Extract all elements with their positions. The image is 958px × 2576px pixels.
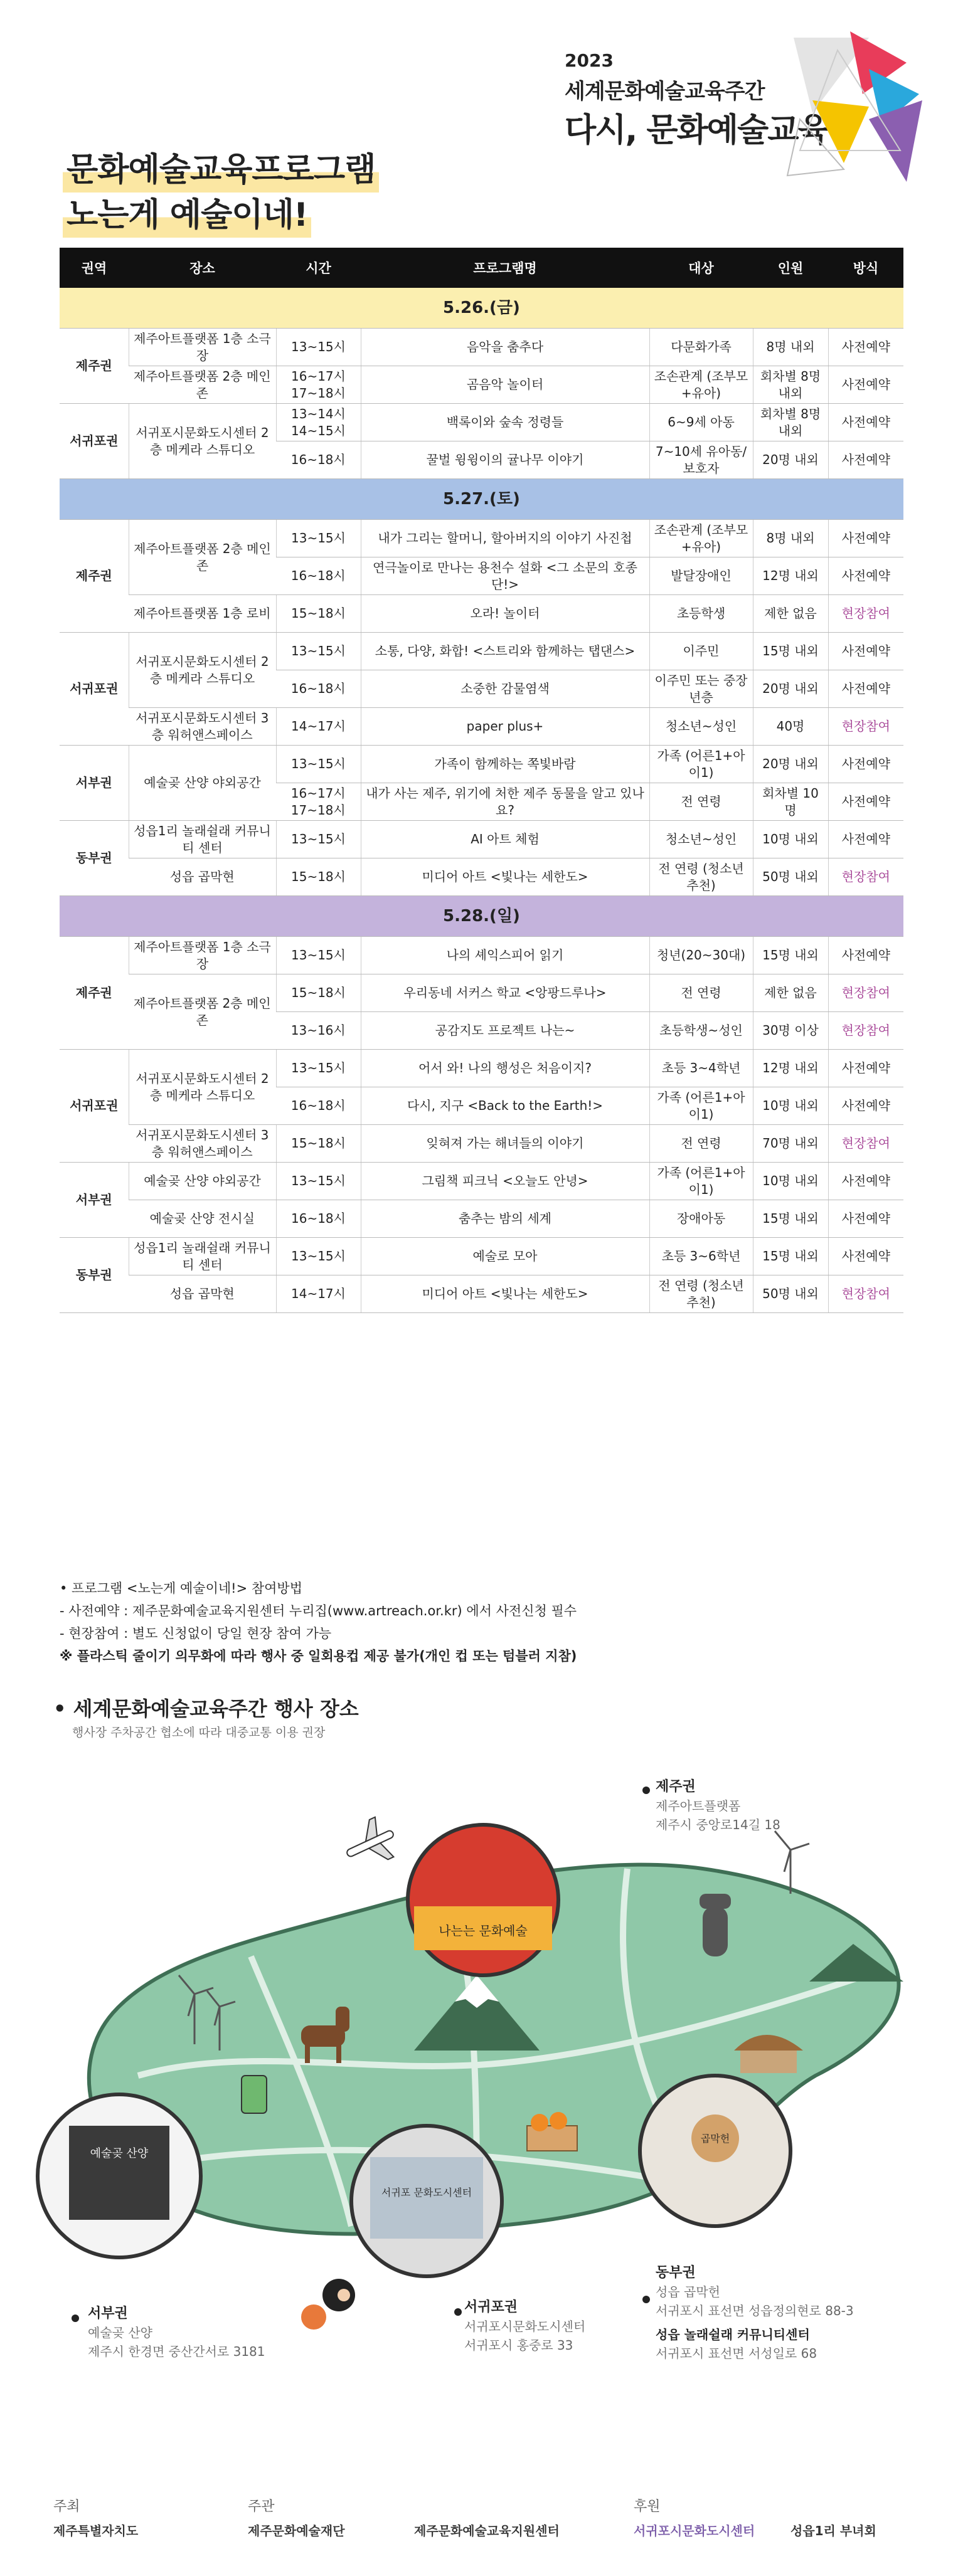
method-cell: 사전예약 [828,557,903,595]
capacity-cell: 15명 내외 [753,1238,828,1275]
host-label: 주최 [53,2499,80,2515]
location-region: 제주권 [656,1779,696,1795]
target-cell: 발달장애인 [649,557,753,595]
target-cell: 이주민 또는 중장년층 [649,670,753,708]
program-cell: AI 아트 체험 [361,821,649,858]
capacity-cell: 10명 내외 [753,821,828,858]
location-name: 예술곶 산양 [88,2325,152,2340]
time-cell: 16~18시 [276,441,361,479]
venue-cell: 제주아트플랫폼 2층 메인존 [129,520,276,595]
event-slogan: 다시, 문화예술교육 [565,112,828,149]
region-cell: 동부권 [60,1238,129,1313]
table-row [60,821,903,858]
header-cell: 프로그램명 [361,248,649,288]
program-cell: 오라! 놀이터 [361,595,649,633]
method-cell: 현장참여 [828,595,903,633]
region-cell: 동부권 [60,821,129,896]
program-cell: 미디어 아트 <빛나는 세한도> [361,858,649,896]
table-row [60,858,903,896]
time-cell: 15~18시 [276,974,361,1012]
header-cell: 인원 [753,248,828,288]
capacity-cell: 회차별 10명 [753,783,828,821]
venue-cell: 서귀포시문화도시센터 2층 메케라 스튜디오 [129,404,276,479]
method-cell: 사전예약 [828,1163,903,1200]
method-cell: 사전예약 [828,329,903,366]
method-cell: 사전예약 [828,1238,903,1275]
target-cell: 초등학생~성인 [649,1012,753,1050]
capacity-cell: 15명 내외 [753,937,828,974]
venue-cell: 서귀포시문화도시센터 2층 메케라 스튜디오 [129,1050,276,1125]
method-cell: 사전예약 [828,366,903,404]
venue-sign-jeju: 나는는 문화예술 [439,1923,528,1938]
target-cell: 청소년~성인 [649,708,753,746]
region-cell: 제주권 [60,329,129,404]
venue-sign-seogwipo: 서귀포 문화도시센터 [381,2187,472,2199]
table-row [60,746,903,783]
sponsor-label: 후원 [634,2499,661,2515]
capacity-cell: 20명 내외 [753,441,828,479]
venue-cell: 서귀포시문화도시센터 3층 워허앤스페이스 [129,708,276,746]
time-cell: 13~15시 [276,329,361,366]
program-cell: 내가 그리는 할머니, 할아버지의 이야기 사진첩 [361,520,649,557]
program-cell: 그림책 피크닉 <오늘도 안녕> [361,1163,649,1200]
location-address: 서귀포시 홍중로 33 [464,2338,573,2353]
time-cell: 13~15시 [276,633,361,670]
sponsor-logo-2: 성읍1리 부녀회 [790,2523,876,2538]
method-cell: 사전예약 [828,670,903,708]
time-cell: 16~18시 [276,1200,361,1238]
table-row [60,937,903,974]
venues-title: • 세계문화예술교육주간 행사 장소 [53,1697,359,1721]
method-cell: 사전예약 [828,821,903,858]
venue-cell: 제주아트플랫폼 1층 로비 [129,595,276,633]
venue-cell: 성읍 곱막현 [129,858,276,896]
capacity-cell: 8명 내외 [753,329,828,366]
method-cell: 현장참여 [828,1012,903,1050]
table-row [60,595,903,633]
region-cell: 제주권 [60,937,129,1050]
region-cell: 서귀포권 [60,404,129,479]
capacity-cell: 40명 [753,708,828,746]
haenyeo-icon [301,2279,355,2330]
capacity-cell: 20명 내외 [753,670,828,708]
footer [0,2483,958,2576]
time-cell: 13~15시 [276,937,361,974]
venue-cell: 예술곶 산양 야외공간 [129,1163,276,1200]
program-cell: 내가 사는 제주, 위기에 처한 제주 동물을 알고 있나요? [361,783,649,821]
capacity-cell: 회차별 8명 내외 [753,404,828,441]
program-title-line1: 문화예술교육프로그램 [63,147,379,193]
venue-cell: 제주아트플랫폼 2층 메인존 [129,366,276,404]
capacity-cell: 50명 내외 [753,858,828,896]
method-cell: 사전예약 [828,1200,903,1238]
time-cell: 15~18시 [276,1125,361,1163]
table-row [60,366,903,404]
program-cell: 예술로 모아 [361,1238,649,1275]
day-header-row [60,896,903,937]
organizer-logo-1: 제주문화예술재단 [248,2523,345,2538]
location-jeju [656,1778,780,1834]
location-name: 서귀포시문화도시센터 [464,2319,586,2334]
venue-cell: 제주아트플랫폼 2층 메인존 [129,974,276,1050]
day-label: 5.26.(금) [60,288,903,329]
location-seogwipo [464,2298,585,2355]
method-cell: 현장참여 [828,1275,903,1313]
method-cell: 현장참여 [828,858,903,896]
method-cell: 사전예약 [828,441,903,479]
table-header-row [60,248,903,288]
event-name: 세계문화예술교육주간 [565,79,765,104]
time-cell: 15~18시 [276,595,361,633]
venue-circle-seogwipo [351,2126,502,2276]
program-cell: 공감지도 프로젝트 나는~ [361,1012,649,1050]
venue-cell: 성읍1리 놀래쉴래 커뮤니티 센터 [129,821,276,858]
time-cell: 16~18시 [276,1087,361,1125]
region-cell: 서귀포권 [60,633,129,746]
header [0,0,958,245]
venue-sign-east: 곱막헌 [700,2133,730,2145]
organizer-logo-2: 제주문화예술교육지원센터 [414,2523,560,2538]
location-west [88,2304,265,2361]
program-cell: 가족이 함께하는 쪽빛바람 [361,746,649,783]
region-cell: 서부권 [60,1163,129,1238]
region-cell: 서부권 [60,746,129,821]
venue-cell: 제주아트플랫폼 1층 소극장 [129,937,276,974]
program-cell: 춤추는 밤의 세계 [361,1200,649,1238]
capacity-cell: 30명 이상 [753,1012,828,1050]
venue-cell: 제주아트플랫폼 1층 소극장 [129,329,276,366]
program-cell: 소중한 감물염색 [361,670,649,708]
method-cell: 현장참여 [828,974,903,1012]
time-cell: 14~17시 [276,1275,361,1313]
day-header-row [60,479,903,520]
schedule-body [60,288,903,1313]
target-cell: 전 연령 [649,1125,753,1163]
method-cell: 현장참여 [828,1125,903,1163]
note-line: ※ 플라스틱 줄이기 의무화에 따라 행사 중 일회용컵 제공 불가(개인 컵 또는 텀블러 지참) [60,1649,577,1664]
location-address-2: 서귀포시 표선면 서성일로 68 [656,2346,817,2361]
program-cell: 백록이와 숲속 정령들 [361,404,649,441]
header-cell: 대상 [649,248,753,288]
location-region: 서부권 [88,2306,128,2321]
target-cell: 조손관계 (조부모+유아) [649,520,753,557]
time-cell: 14~17시 [276,708,361,746]
target-cell: 가족 (어른1+아이1) [649,1163,753,1200]
capacity-cell: 제한 없음 [753,595,828,633]
method-cell: 사전예약 [828,746,903,783]
time-cell: 16~18시 [276,557,361,595]
capacity-cell: 15명 내외 [753,633,828,670]
region-cell: 서귀포권 [60,1050,129,1163]
time-cell: 13~15시 [276,520,361,557]
target-cell: 이주민 [649,633,753,670]
program-cell: 곰음악 놀이터 [361,366,649,404]
location-address: 제주시 한경면 중산간서로 3181 [88,2344,265,2359]
venue-circle-west [38,2094,201,2257]
time-cell: 16~17시 17~18시 [276,783,361,821]
location-address: 제주시 중앙로14길 18 [656,1817,780,1832]
table-row [60,1238,903,1275]
host-logo: 제주특별자치도 [53,2523,139,2538]
target-cell: 6~9세 아동 [649,404,753,441]
venue-sign-west: 예술곶 산양 [90,2147,149,2160]
capacity-cell: 20명 내외 [753,746,828,783]
event-logo [775,25,925,188]
target-cell: 전 연령 [649,974,753,1012]
airplane-icon [338,1813,402,1874]
method-cell: 사전예약 [828,520,903,557]
location-east [656,2264,854,2363]
schedule-table [60,248,903,1313]
method-cell: 사전예약 [828,633,903,670]
target-cell: 가족 (어른1+아이1) [649,1087,753,1125]
program-cell: 우리동네 서커스 학교 <앙팡드루나> [361,974,649,1012]
capacity-cell: 12명 내외 [753,557,828,595]
table-row [60,1050,903,1087]
table-row [60,1125,903,1163]
venue-cell: 예술곶 산양 야외공간 [129,746,276,821]
time-cell: 13~15시 [276,1163,361,1200]
target-cell: 가족 (어른1+아이1) [649,746,753,783]
program-title [63,147,379,238]
note-line: • 프로그램 <노는게 예술이네!> 참여방법 [60,1581,302,1596]
capacity-cell: 15명 내외 [753,1200,828,1238]
time-cell: 16~18시 [276,670,361,708]
target-cell: 7~10세 유아동/보호자 [649,441,753,479]
table-row [60,1275,903,1313]
location-name: 제주아트플랫폼 [656,1798,741,1813]
program-cell: 다시, 지구 <Back to the Earth!> [361,1087,649,1125]
location-region: 동부권 [656,2265,696,2281]
day-label: 5.28.(일) [60,896,903,937]
venue-cell: 서귀포시문화도시센터 3층 워허앤스페이스 [129,1125,276,1163]
program-cell: 미디어 아트 <빛나는 세한도> [361,1275,649,1313]
program-cell: 어서 와! 나의 행성은 처음이지? [361,1050,649,1087]
table-row [60,633,903,670]
location-name: 성읍 곱막헌 [656,2284,720,2299]
time-cell: 13~15시 [276,1238,361,1275]
target-cell: 초등학생 [649,595,753,633]
organizer-label: 주관 [248,2499,275,2515]
region-cell: 제주권 [60,520,129,633]
venues-subtitle: 행사장 주차공간 협소에 따라 대중교통 이용 권장 [72,1726,326,1739]
venue-circle-east [640,2076,790,2226]
target-cell: 초등 3~6학년 [649,1238,753,1275]
program-cell: 소통, 다양, 화합! <스트리와 함께하는 탭댄스> [361,633,649,670]
target-cell: 전 연령 (청소년 추천) [649,858,753,896]
program-cell: 연극놀이로 만나는 용천수 설화 <그 소문의 호종단!> [361,557,649,595]
table-row [60,520,903,557]
header-cell: 권역 [60,248,129,288]
header-cell: 장소 [129,248,276,288]
header-cell: 방식 [828,248,903,288]
time-cell: 13~16시 [276,1012,361,1050]
method-cell: 사전예약 [828,1050,903,1087]
target-cell: 다문화가족 [649,329,753,366]
header-cell: 시간 [276,248,361,288]
method-cell: 사전예약 [828,404,903,441]
venue-cell: 성읍1리 놀래쉴래 커뮤니티 센터 [129,1238,276,1275]
note-line: - 사전예약 : 제주문화예술교육지원센터 누리집(www.artreach.or.kr) 에서 사전신청 필수 [60,1603,577,1618]
table-row [60,1200,903,1238]
day-label: 5.27.(토) [60,479,903,520]
location-region: 서귀포권 [464,2299,518,2315]
capacity-cell: 회차별 8명 내외 [753,366,828,404]
time-cell: 16~17시 17~18시 [276,366,361,404]
venue-cell: 예술곶 산양 전시실 [129,1200,276,1238]
time-cell: 15~18시 [276,858,361,896]
venue-cell: 성읍 곱막현 [129,1275,276,1313]
method-cell: 사전예약 [828,783,903,821]
dol-hareubang-icon [700,1894,731,1956]
time-cell: 13~15시 [276,821,361,858]
time-cell: 13~15시 [276,1050,361,1087]
sponsor-logo-1: 서귀포시문화도시센터 [634,2523,755,2538]
capacity-cell: 70명 내외 [753,1125,828,1163]
location-address: 서귀포시 표선면 성읍정의현로 88-3 [656,2303,854,2318]
table-row [60,404,903,441]
program-cell: 음악을 춤추다 [361,329,649,366]
method-cell: 사전예약 [828,1087,903,1125]
method-cell: 사전예약 [828,937,903,974]
target-cell: 초등 3~4학년 [649,1050,753,1087]
program-cell: 꿀벌 윙윙이의 귤나무 이야기 [361,441,649,479]
capacity-cell: 12명 내외 [753,1050,828,1087]
target-cell: 청년(20~30대) [649,937,753,974]
venue-circle-jeju [408,1825,558,1975]
target-cell: 조손관계 (조부모+유아) [649,366,753,404]
capacity-cell: 8명 내외 [753,520,828,557]
note-line: - 현장참여 : 별도 신청없이 당일 현장 참여 가능 [60,1626,332,1641]
target-cell: 전 연령 (청소년 추천) [649,1275,753,1313]
target-cell: 청소년~성인 [649,821,753,858]
table-row [60,1163,903,1200]
time-cell: 13~15시 [276,746,361,783]
capacity-cell: 제한 없음 [753,974,828,1012]
method-cell: 현장참여 [828,708,903,746]
target-cell: 전 연령 [649,783,753,821]
capacity-cell: 10명 내외 [753,1163,828,1200]
program-title-line2: 노는게 예술이네! [63,193,311,238]
table-row [60,708,903,746]
program-cell: paper plus+ [361,708,649,746]
participation-notes [60,1577,577,1667]
capacity-cell: 10명 내외 [753,1087,828,1125]
table-row [60,974,903,1012]
drink-cup-icon [242,2076,267,2113]
day-header-row [60,288,903,329]
target-cell: 장애아동 [649,1200,753,1238]
capacity-cell: 50명 내외 [753,1275,828,1313]
table-row [60,329,903,366]
time-cell: 13~14시 14~15시 [276,404,361,441]
event-year: 2023 [565,50,614,71]
program-cell: 나의 셰익스피어 읽기 [361,937,649,974]
program-cell: 잊혀져 가는 해녀들의 이야기 [361,1125,649,1163]
location-name-2: 성읍 놀래쉴래 커뮤니티센터 [656,2327,810,2342]
venue-cell: 서귀포시문화도시센터 2층 메케라 스튜디오 [129,633,276,708]
